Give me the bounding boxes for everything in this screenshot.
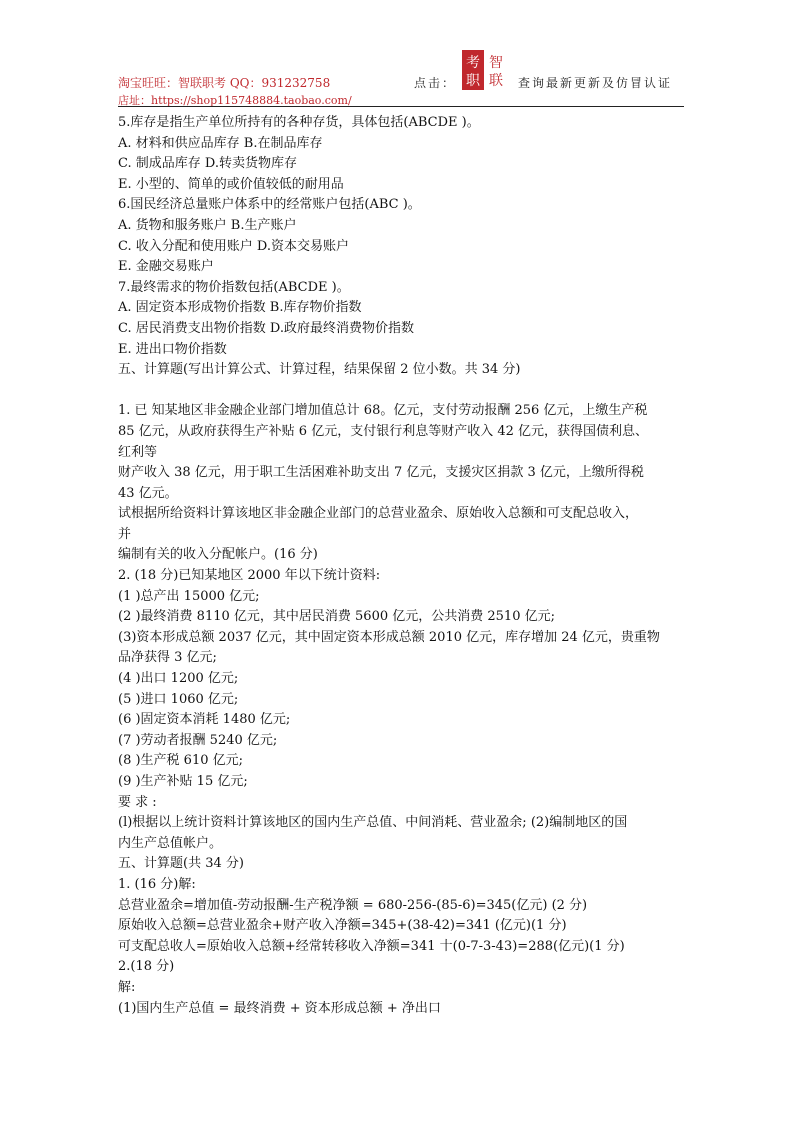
document-body <box>118 113 688 1019</box>
text-line: C. 居民消费支出物价指数 D.政府最终消费物价指数 <box>118 320 414 336</box>
text-line: (6 )固定资本消耗 1480 亿元; <box>118 712 291 728</box>
text-line: (3)资本形成总额 2037 亿元，其中固定资本形成总额 2010 亿元，库存增加 24 亿元，贵重物 <box>118 629 660 645</box>
zhilian-logo[interactable] <box>462 50 508 90</box>
text-line: 2. (18 分)已知某地区 2000 年以下统计资料: <box>118 568 381 584</box>
logo-char-2: 智 <box>489 55 503 71</box>
text-line: 解: <box>118 979 136 995</box>
text-line: 并 <box>118 526 132 542</box>
text-line: C. 制成品库存 D.转卖货物库存 <box>118 156 297 172</box>
text-line: E. 金融交易账户 <box>118 259 214 275</box>
text-line: 2.(18 分) <box>118 959 175 975</box>
logo-char-3: 职 <box>466 73 480 89</box>
header-divider <box>118 106 684 107</box>
text-line: 1. (16 分)解: <box>118 876 196 892</box>
text-line: 可支配总收人=原始收入总额+经常转移收入净额=341 十(0-7-3-43)=288(亿元)(1 分) <box>118 938 625 954</box>
text-line: 试根据所给资料计算该地区非金融企业部门的总营业盈余、原始收入总额和可支配总收入， <box>118 506 639 522</box>
text-line: 五、计算题(共 34 分) <box>118 856 244 872</box>
logo-char-1: 考 <box>466 55 480 71</box>
text-line: (5 )进口 1060 亿元; <box>118 691 239 707</box>
text-line: 红利等 <box>118 444 158 460</box>
text-line: A. 固定资本形成物价指数 B.库存物价指数 <box>118 300 362 316</box>
text-line: (1 )总产出 15000 亿元; <box>118 588 260 604</box>
text-line: 编制有关的收入分配帐户。(16 分) <box>118 547 318 563</box>
text-line: 财产收入 38 亿元，用于职工生活困难补助支出 7 亿元，支援灾区捐款 3 亿元，上缴所得税 <box>118 465 644 481</box>
text-line: A. 材料和供应品库存 B.在制品库存 <box>118 135 323 151</box>
text-line: 品净获得 3 亿元; <box>118 650 217 666</box>
click-label: 点击： <box>414 76 457 90</box>
query-update-link[interactable]: 查询最新更新及仿冒认证 <box>518 76 673 90</box>
text-line: 总营业盈余=增加值-劳动报酬-生产税净额 = 680-256-(85-6)=345(亿元) (2 分) <box>118 897 588 913</box>
blank-line <box>118 381 688 402</box>
text-line: C. 收入分配和使用账户 D.资本交易账户 <box>118 238 349 254</box>
text-line: 内生产总值帐户。 <box>118 835 223 851</box>
logo-char-4: 联 <box>489 73 503 89</box>
contact-line: 淘宝旺旺：智联职考 QQ：931232758 <box>118 76 331 90</box>
text-line: (9 )生产补贴 15 亿元; <box>118 774 248 789</box>
text-line: E. 进出口物价指数 <box>118 341 227 357</box>
text-line: 85 亿元，从政府获得生产补贴 6 亿元，支付银行利息等财产收入 42 亿元，获得国债利息、 <box>118 423 649 439</box>
text-line: 6.国民经济总量账户体系中的经常账户包括(ABC )。 <box>118 197 421 213</box>
shop-url-link[interactable]: 店址：https://shop115748884.taobao.com/ <box>118 94 352 107</box>
text-line: (2 )最终消费 8110 亿元，其中居民消费 5600 亿元，公共消费 2510 亿元; <box>118 609 555 625</box>
text-line: A. 货物和服务账户 B.生产账户 <box>118 217 297 233</box>
text-line: (1)国内生产总值 = 最终消费 + 资本形成总额 + 净出口 <box>118 1000 441 1016</box>
text-line: 5.库存是指生产单位所持有的各种存货，具体包括(ABCDE )。 <box>118 115 480 130</box>
text-line: 五、计算题(写出计算公式、计算过程，结果保留 2 位小数。共 34 分) <box>118 362 521 378</box>
page-header <box>118 50 684 106</box>
text-line: (7 )劳动者报酬 5240 亿元; <box>118 732 278 748</box>
text-line: 43 亿元。 <box>118 485 178 501</box>
text-line: 7.最终需求的物价指数包括(ABCDE )。 <box>118 279 350 295</box>
text-line: 要 求 : <box>118 794 157 810</box>
text-line: 原始收入总额=总营业盈余+财产收入净额=345+(38-42)=341 (亿元)(1 分) <box>118 918 567 934</box>
text-line: (4 )出口 1200 亿元; <box>118 671 239 687</box>
text-line: (8 )生产税 610 亿元; <box>118 753 244 769</box>
text-line: 1. 已 知某地区非金融企业部门增加值总计 68。亿元，支付劳动报酬 256 亿元，上缴生产税 <box>118 403 648 419</box>
text-line: E. 小型的、简单的或价值较低的耐用品 <box>118 176 344 192</box>
text-line: (l)根据以上统计资料计算该地区的国内生产总值、中间消耗、营业盈余; (2)编制地区的国 <box>118 815 628 831</box>
